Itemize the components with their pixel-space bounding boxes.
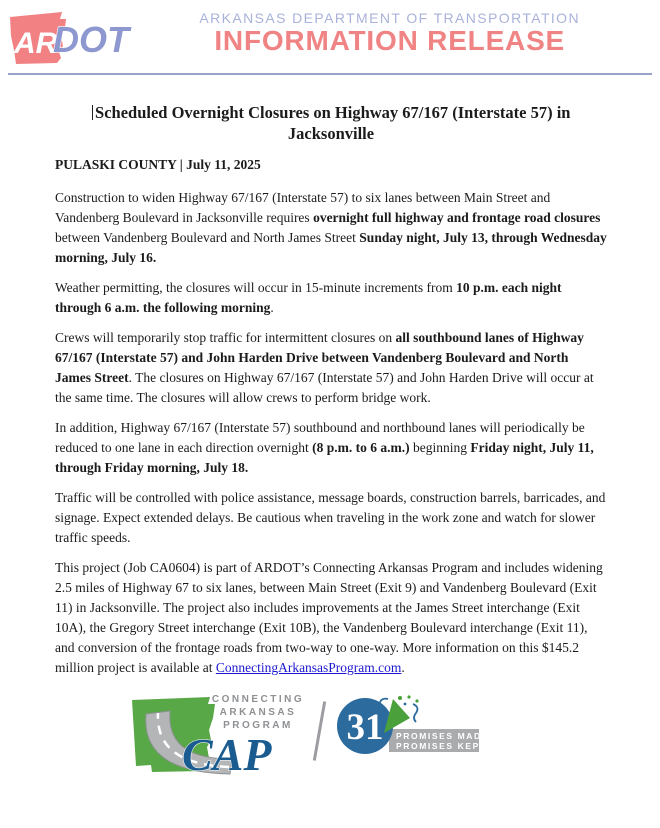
text-run: . The closures on Highway 67/167 (Interstate 57) and John Harden Drive will occur at the same time. The closures will allow crews to perform bridge work. xyxy=(55,370,594,405)
text-run: Sunday night, July 13, through Wednesday morning, July 16. xyxy=(55,230,607,265)
text-run: all southbound lanes of Highway 67/167 (Interstate 57) and John Harden Drive between Vandenberg Boulevard and North James Street xyxy=(55,330,584,385)
text-run: Traffic will be controlled with police assistance, message boards, construction barrels, barricades, and signage. Expect extended delays. Be cautious when traveling in the work zone and watch for slower traffic speeds. xyxy=(55,490,606,545)
masthead-titles xyxy=(199,10,580,56)
masthead xyxy=(8,0,652,75)
confetti-dot-icon xyxy=(407,695,410,698)
text-run: . xyxy=(401,660,405,675)
confetti-dot-icon xyxy=(415,699,418,702)
text-run: beginning xyxy=(409,440,471,455)
logo-divider xyxy=(312,701,325,761)
text-run: between Vandenberg Boulevard and North James Street xyxy=(55,230,360,245)
paragraph xyxy=(55,418,607,478)
cap-text-arkansas: ARKANSAS xyxy=(219,707,296,718)
promises-31-logo xyxy=(337,694,489,768)
paragraph xyxy=(55,558,607,678)
paragraph xyxy=(55,278,607,318)
text-run: overnight full highway and frontage road closures xyxy=(313,210,601,225)
text-run: Weather permitting, the closures will occur in 15-minute increments from xyxy=(55,280,457,295)
paragraph xyxy=(55,328,607,408)
paragraph xyxy=(55,188,607,268)
dateline: PULASKI COUNTY | July 11, 2025 xyxy=(55,157,261,172)
footer-logos xyxy=(0,688,634,780)
confetti-dot-icon xyxy=(398,696,402,700)
text-run: . xyxy=(270,300,274,315)
ardot-logo xyxy=(8,8,134,66)
text-run: Friday night, July 11, through Friday morning, July 18. xyxy=(55,440,594,475)
cap-logo xyxy=(130,688,304,780)
text-cursor xyxy=(92,105,94,120)
text-run: 10 p.m. each night through 6 a.m. the following morning xyxy=(55,280,562,315)
text-run: Construction to widen Highway 67/167 (Interstate 57) to six lanes between Main Street and Vandenberg Boulevard in Jacksonville requires xyxy=(55,190,551,225)
body-paragraphs xyxy=(55,188,607,678)
ardot-logo-ar: AR xyxy=(14,27,58,60)
promises-kept-text: PROMISES KEPT xyxy=(395,741,487,751)
page-title xyxy=(59,102,604,144)
connecting-arkansas-link[interactable]: ConnectingArkansasProgram.com xyxy=(215,660,402,675)
article xyxy=(55,102,607,678)
paragraph xyxy=(55,488,607,548)
release-banner: INFORMATION RELEASE xyxy=(214,25,566,56)
page-title-text: Scheduled Overnight Closures on Highway 67/167 (Interstate 57) in Jacksonville xyxy=(95,103,571,143)
ardot-logo-dot: DOT xyxy=(53,19,129,60)
text-run: Crews will temporarily stop traffic for intermittent closures on xyxy=(55,330,396,345)
text-run: In addition, Highway 67/167 (Interstate 57) southbound and northbound lanes will periodically be reduced to one lane in each direction overnight xyxy=(55,420,585,455)
promises-number: 31 xyxy=(346,707,383,748)
cap-text-program: PROGRAM xyxy=(222,720,293,731)
department-name: ARKANSAS DEPARTMENT OF TRANSPORTATION xyxy=(199,10,580,26)
cap-text-connecting: CONNECTING xyxy=(211,694,304,705)
cap-acronym: CAP xyxy=(181,729,271,780)
text-run: This project (Job CA0604) is part of ARDOT’s Connecting Arkansas Program and includes widening 2.5 miles of Highway 67 to six lanes, between Main Street (Exit 9) and Vandenberg Boulevard (Exit 11) in Jacksonville. The project also includes improvements at the James Street interchange (Exit 10A), the Gregory Street interchange (Exit 10B), the Vandenberg Boulevard interchange (Exit 11), and conversion of the frontage roads from two-way to one-way. More information on this $145.2 million project is available at xyxy=(55,560,603,675)
promises-made-text: PROMISES MADE xyxy=(395,731,489,741)
confetti-dot-icon xyxy=(403,703,406,706)
confetti-squiggle-right-icon xyxy=(413,704,417,722)
text-run: (8 p.m. to 6 a.m.) xyxy=(312,440,410,455)
